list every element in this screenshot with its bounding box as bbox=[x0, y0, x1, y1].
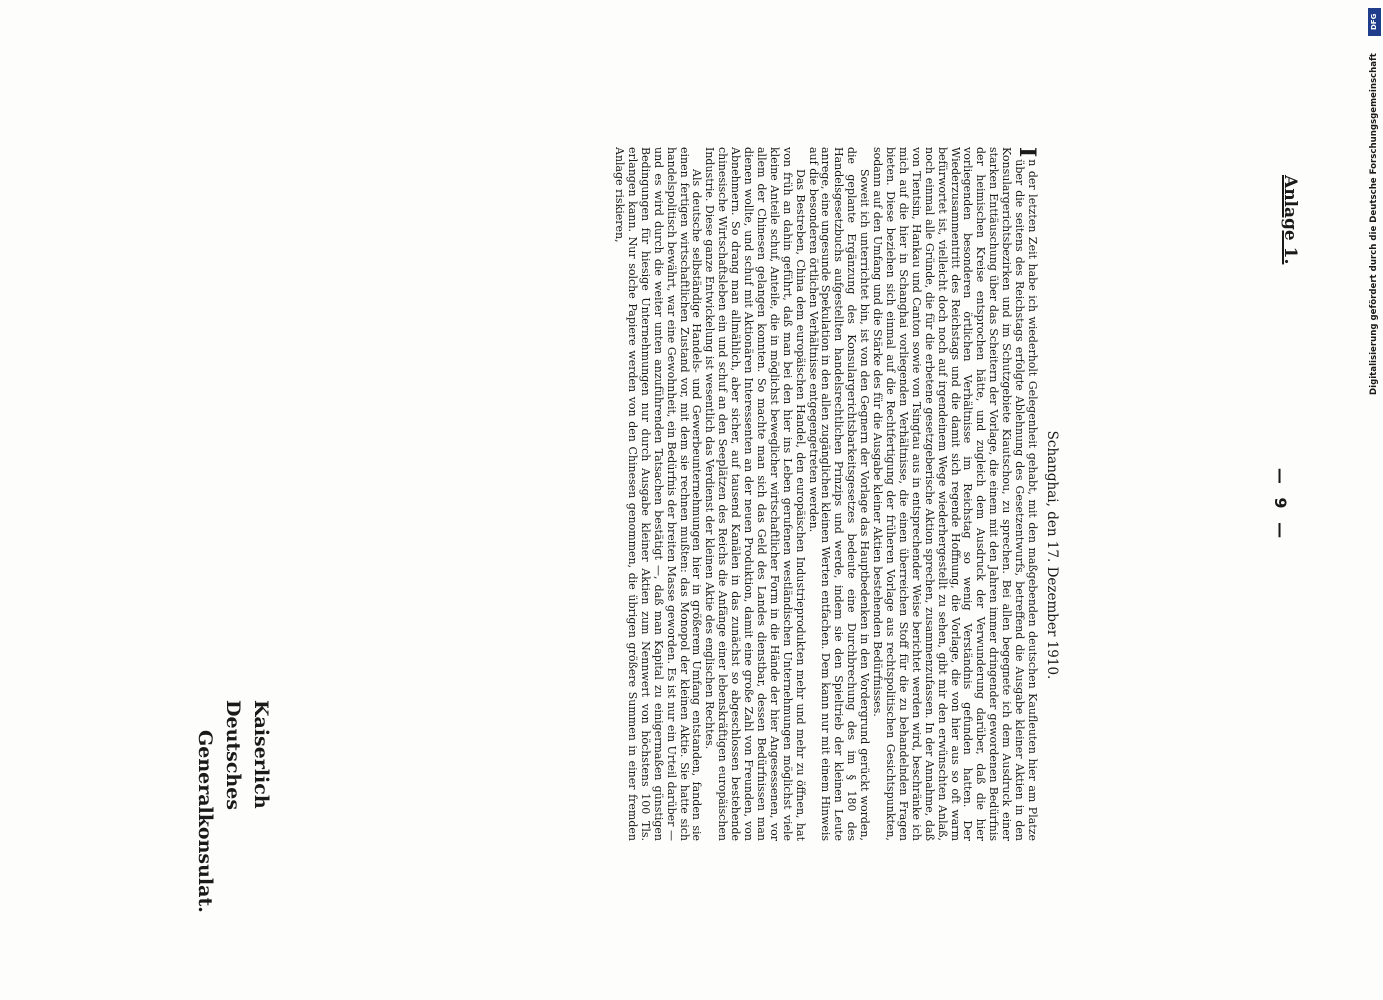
anlage-label: Anlage 1. bbox=[1280, 175, 1300, 265]
dropcap: I bbox=[1014, 147, 1040, 158]
page-content bbox=[170, 147, 1300, 913]
page-number: — 9 — bbox=[1271, 467, 1290, 543]
paragraph bbox=[702, 147, 805, 841]
paragraph bbox=[870, 147, 1038, 841]
letter-body bbox=[612, 147, 1038, 841]
paragraph-text: Als deutsche selbständige Handels- und Gewerbeunternehmungen hier in größerem Umfang entstanden, fanden sie einen fertigen wirtschaftlichen Zustand vor, mit dem sie rechnen mußten: das Monopol der kleinen Aktie. Sie hatte sich handelspolitisch bewährt, war eine Gewohnheit, ein Bedürfnis der breiten Masse geworden. Es ist nur ein Urteil darüber — und es wird durch die weiter unten anzuführenden Tatsachen bestätigt —, daß man Kapital zu einigermaßen günstigen Bedingungen für hiesige Unternehmungen nur durch Ausgabe kleiner Aktien zum Nennwert von höchstens 100 Tls. erlangen kann. Nur solche Papiere werden von den Chinesen genommen, die übrigen größere Summen in einer fremden Anlage riskieren, bbox=[613, 147, 704, 841]
paragraph bbox=[806, 147, 871, 841]
paragraph-text: n der letzten Zeit habe ich wiederholt Gelegenheit gehabt, mit den maßgebenden deutschen Kaufleuten hier am Platze über die seitens des Reichstags erfolgte Ablehnung des Gesetzentwurfs, betreffend die Ausgabe kleiner Aktien in den Konsulargerichtsbezirken und im Schutzgebiete Kiautschou, zu sprechen. Bei allen begegnete ich dem Ausdruck einer starken Enttäuschung über das Scheitern der Vorlage, die einem mit den Jahren immer dringender gewordenen Bedürfnis der heimischen Kreise entsprochen hätte, und zugleich dem Ausdruck der Verwunderung darüber, daß die hier vorliegenden besonderen örtlichen Verhältnisse im Reichstag so wenig Verständnis gefunden hatten. Der Wiederzusammentritt des Reichstags und die damit sich regende Hoffnung, die Vorlage, die von hier aus so oft warm befürwortet ist, vielleicht doch noch auf irgendeinem Wege wiederhergestellt zu sehen, gibt mir den erwünschten Anlaß, noch einmal alle Gründe, die für die erbetene gesetzgeberische Aktion sprechen, zusammenzufassen. In der Annahme, daß von Tientsin, Hankau und Canton sowie von Tsingtau aus in entsprechender Weise berichtet werden wird, beschränke ich mich auf die hier in Schanghai vorliegenden Verhältnisse, die einen überreichen Stoff für die zu behandelnden Fragen bieten. Diese beziehen sich einmal auf die Rechtfertigung der früheren Vorlage aus rechtspolitischen Gesichtspunkten, sodann auf den Umfang und die Stärke des für die Ausgabe kleiner Aktien bestehenden Bedürfnisses. bbox=[871, 147, 1039, 841]
sender-block bbox=[191, 700, 275, 913]
sender-line: Kaiserlich Deutsches bbox=[222, 700, 272, 811]
paragraph bbox=[612, 147, 702, 841]
paragraph-text: Das Bestreben, China dem europäischen Handel, den europäischen Industrieprodukten mehr und mehr zu öffnen, hat von früh an dahin geführt, daß man bei den hier ins Leben gerufenen westländischen Unternehmungen möglichst viele kleine Anteile schuf, Anteile, die in möglichst beweglicher wirtschaftlicher Form in die Hände der hier Angesessenen, vor allem der Chinesen gelangen konnten. So machte man sich das Geld des Landes dienstbar, dessen Bedürfnissen man dienen wollte, und schuf mit Aktionären Interessenten an der neuen Produktion, damit eine große Zahl von Freunden, von Abnehmern. So drang man allmählich, aber sicher, auf tausend Kanälen in das zunächst so abgeschlossen bestehende chinesische Wirtschaftsleben ein und schuf an den Seeplätzen des Reichs die Anfänge einer lebenskräftigen europäischen Industrie. Diese ganze Entwickelung ist wesentlich das Verdienst der kleinen Aktie des englischen Rechtes. bbox=[703, 147, 807, 841]
paragraph-text: Soweit ich unterrichtet bin, ist von den Gegnern der Vorlage das Hauptbedenken in den Vordergrund gerückt worden, die geplante Ergänzung des Konsulargerichtsbarkeitsgesetzes bedeute eine Durchbrechung des im § 180 des Handelsgesetzbuchs aufgestellten handelsrechtlichen Prinzips und werde, indem sie den Spieltrieb der kleinen Leute anrege, eine ungesunde Spekulation in den allen zugänglichen kleinen Werten entfachen. Dem kann nur mit einem Hinweis auf die besonderen örtlichen Verhältnisse entgegengetreten werden. bbox=[806, 147, 872, 841]
dfg-logo: DFG bbox=[1368, 8, 1381, 36]
digitization-note: Digitalisierung gefördert durch die Deutsche Forschungsgemeinschaft bbox=[1369, 53, 1379, 395]
sender-line: Generalkonsulat. bbox=[194, 730, 216, 913]
dfg-watermark bbox=[1368, 8, 1382, 398]
dateline: Schanghai, den 17. Dezember 1910. bbox=[1044, 430, 1060, 680]
